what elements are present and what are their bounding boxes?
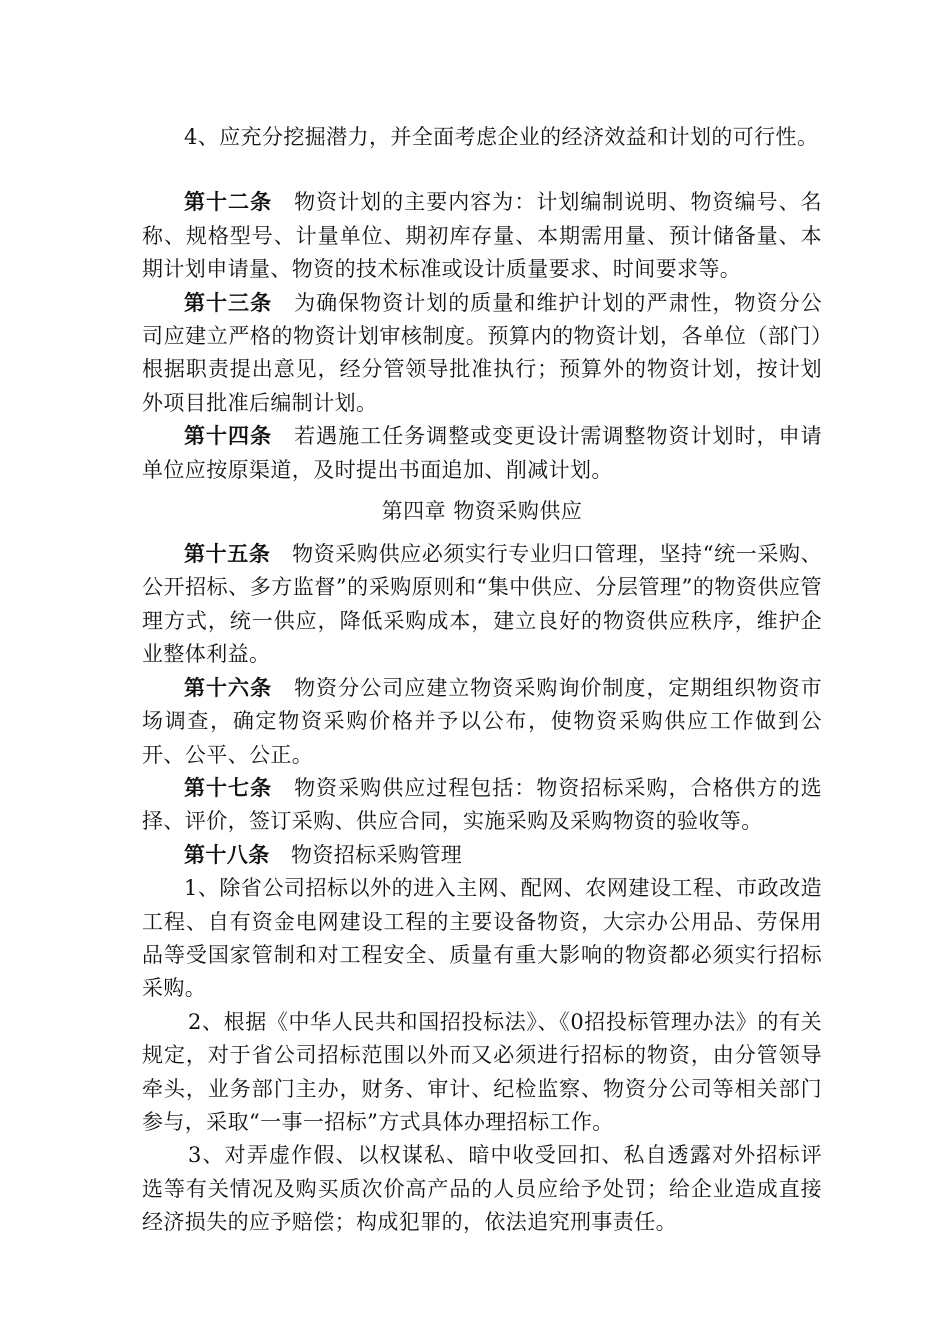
article-16-label: 第十六条 <box>184 675 273 700</box>
article-17-paragraph <box>142 772 822 839</box>
article-12-text: 物资计划的主要内容为：计划编制说明、物资编号、名称、规格型号、计量单位、期初库存量、本期需用量、预计储备量、本期计划申请量、物资的技术标准或设计质量要求、时间要求等。 <box>142 190 822 282</box>
article-18-label: 第十八条 <box>184 842 270 867</box>
article-18-text: 物资招标采购管理 <box>269 842 463 867</box>
document-body <box>142 121 822 1240</box>
item-4-paragraph: 4、应充分挖掘潜力，并全面考虑企业的经济效益和计划的可行性。 <box>184 125 819 149</box>
article-14-paragraph <box>142 420 822 487</box>
article-15-text: 物资采购供应必须实行专业归口管理，坚持“统一采购、公开招标、多方监督”的采购原则和“集中供应、分层管理”的物资供应管理方式，统一供应，降低采购成本，建立良好的物资供应秩序，维护企业整体利益。 <box>142 542 822 667</box>
article-13-paragraph <box>142 287 822 421</box>
article-15-label: 第十五条 <box>184 542 271 567</box>
article-13-text: 为确保物资计划的质量和维护计划的严肃性，物资分公司应建立严格的物资计划审核制度。预算内的物资计划，各单位（部门）根据职责提出意见，经分管领导批准执行；预算外的物资计划，按计划外项目批准后编制计划。 <box>142 290 822 415</box>
article-17-label: 第十七条 <box>184 775 273 800</box>
article-16-paragraph <box>142 672 822 772</box>
article-18-paragraph <box>142 839 822 872</box>
article-18-item-1: 1、除省公司招标以外的进入主网、配网、农网建设工程、市政改造工程、自有资金电网建设工程的主要设备物资，大宗办公用品、劳保用品等受国家管制和对工程安全、质量有重大影响的物资都必须实行招标采购。 <box>142 876 822 1001</box>
article-13-label: 第十三条 <box>184 290 273 315</box>
article-14-text: 若遇施工任务调整或变更设计需调整物资计划时，申请单位应按原渠道，及时提出书面追加、削减计划。 <box>142 424 822 482</box>
article-18-item-3: 3、对弄虚作假、以权谋私、暗中收受回扣、私自透露对外招标评选等有关情况及购买质次价高产品的人员应给予处罚；给企业造成直接经济损失的应予赔偿；构成犯罪的，依法追究刑事责任。 <box>142 1143 822 1235</box>
article-14-label: 第十四条 <box>184 424 273 449</box>
article-12-paragraph <box>142 186 822 286</box>
article-16-text: 物资分公司应建立物资采购询价制度，定期组织物资市场调查，确定物资采购价格并予以公布，使物资采购供应工作做到公开、公平、公正。 <box>142 675 822 767</box>
article-15-paragraph <box>142 538 822 672</box>
article-17-text: 物资采购供应过程包括：物资招标采购，合格供方的选择、评价，签订采购、供应合同，实施采购及采购物资的验收等。 <box>142 775 822 834</box>
article-18-item-2: 2、根据《中华人民共和国招投标法》、《0招投标管理办法》的有关规定，对于省公司招标范围以外而又必须进行招标的物资，由分管领导牵头，业务部门主办，财务、审计、纪检监察、物资分公司等相关部门参与，采取“一事一招标”方式具体办理招标工作。 <box>142 1009 822 1134</box>
article-12-label: 第十二条 <box>184 190 273 215</box>
chapter-4-heading: 第四章 物资采购供应 <box>381 499 583 524</box>
